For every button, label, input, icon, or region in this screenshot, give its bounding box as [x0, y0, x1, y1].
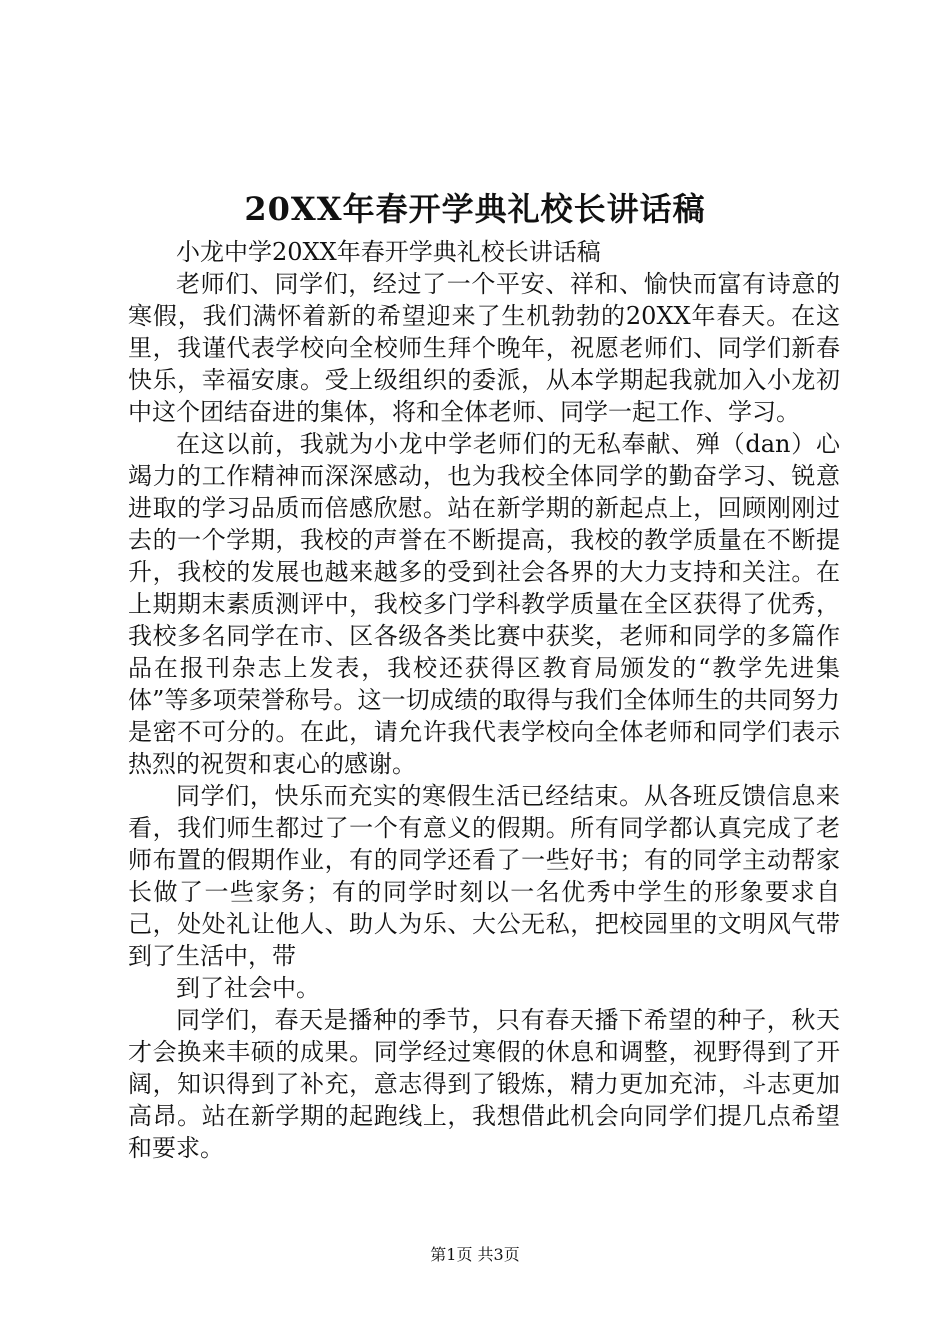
- paragraph: 同学们，春天是播种的季节，只有春天播下希望的种子，秋天才会换来丰硕的成果。同学经过寒假的休息和调整，视野得到了开阔，知识得到了补充，意志得到了锻炼，精力更加充沛，斗志更加高昂。站在新学期的起跑线上，我想借此机会向同学们提几点希望和要求。: [128, 1006, 840, 1162]
- document-title: 20XX年春开学典礼校长讲话稿: [244, 190, 706, 228]
- paragraph: 老师们、同学们，经过了一个平安、祥和、愉快而富有诗意的寒假，我们满怀着新的希望迎来了生机勃勃的20XX年春天。在这里，我谨代表学校向全校师生拜个晚年，祝愿老师们、同学们新春快乐，幸福安康。受上级组织的委派，从本学期起我就加入小龙初中这个团结奋进的集体，将和全体老师、同学一起工作、学习。: [128, 270, 840, 426]
- document-subtitle: 小龙中学20XX年春开学典礼校长讲话稿: [176, 238, 601, 266]
- paragraph: 在这以前，我就为小龙中学老师们的无私奉献、殚（dan）心竭力的工作精神而深深感动，也为我校全体同学的勤奋学习、锐意进取的学习品质而倍感欣慰。站在新学期的新起点上，回顾刚刚过去的一个学期，我校的声誉在不断提高，我校的教学质量在不断提升，我校的发展也越来越多的受到社会各界的大力支持和关注。在上期期末素质测评中，我校多门学科教学质量在全区获得了优秀，我校多名同学在市、区各级各类比赛中获奖，老师和同学的多篇作品在报刊杂志上发表，我校还获得区教育局颁发的“教学先进集体”等多项荣誉称号。这一切成绩的取得与我们全体师生的共同努力是密不可分的。在此，请允许我代表学校向全体老师和同学们表示热烈的祝贺和衷心的感谢。: [128, 430, 840, 778]
- paragraph: 到了社会中。: [176, 974, 320, 1002]
- page-footer: 第1页 共3页: [430, 1245, 520, 1264]
- paragraph: 同学们，快乐而充实的寒假生活已经结束。从各班反馈信息来看，我们师生都过了一个有意义的假期。所有同学都认真完成了老师布置的假期作业，有的同学还看了一些好书；有的同学主动帮家长做了一些家务；有的同学时刻以一名优秀中学生的形象要求自己，处处礼让他人、助人为乐、大公无私，把校园里的文明风气带到了生活中，带: [128, 782, 840, 970]
- document-body: [128, 236, 840, 1164]
